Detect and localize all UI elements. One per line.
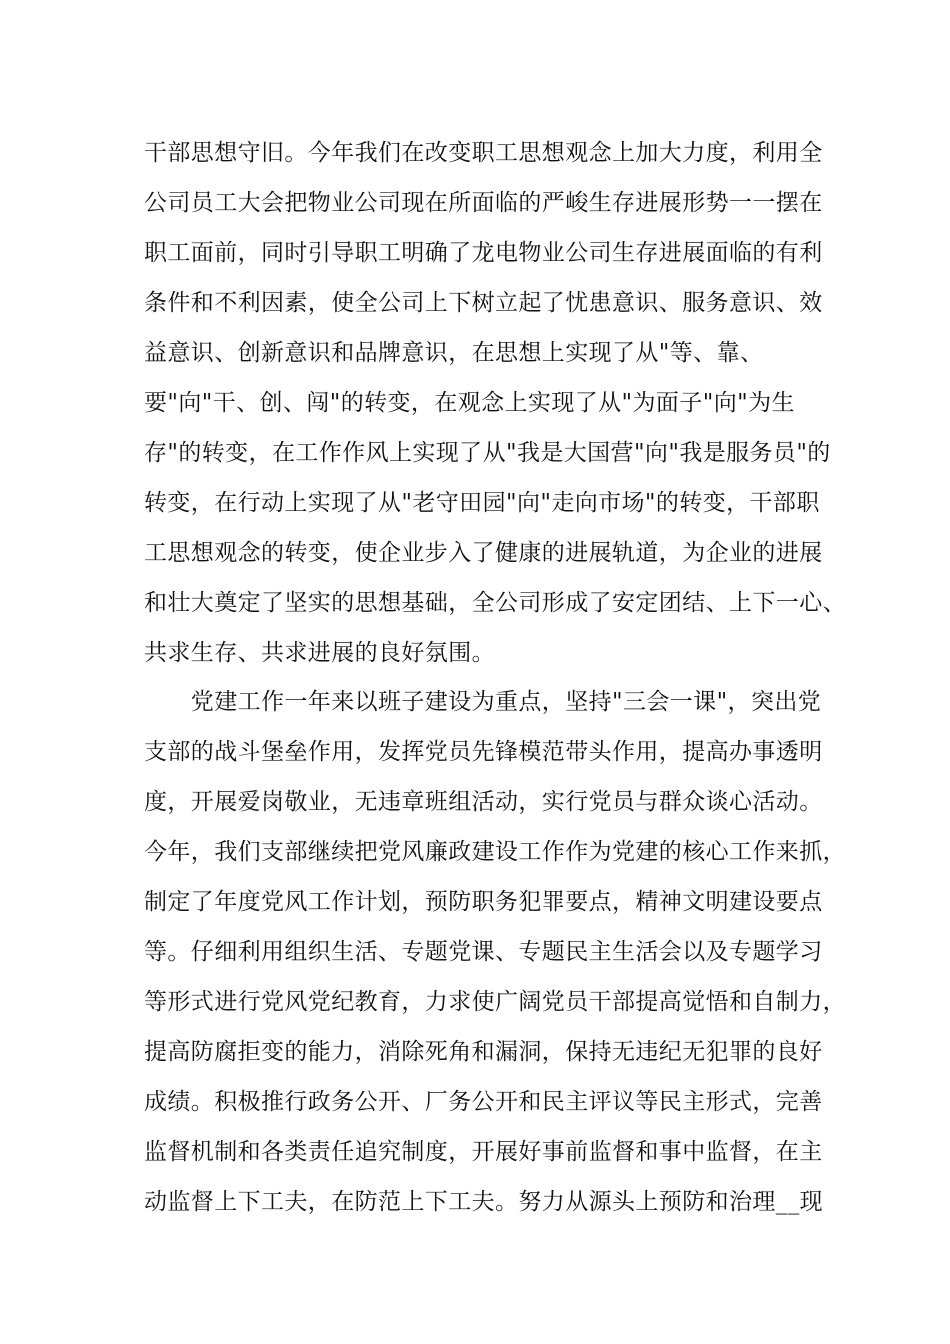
text-line: 党建工作一年来以班子建设为重点，坚持"三会一课"，突出党 (144, 689, 822, 715)
text-line: 成绩。积极推行政务公开、厂务公开和民主评议等民主形式，完善 (144, 1089, 823, 1115)
text-line: 等形式进行党风党纪教育，力求使广阔党员干部提高觉悟和自制力， (144, 989, 846, 1015)
text-line: 和壮大奠定了坚实的思想基础，全公司形成了安定团结、上下一心、 (144, 590, 846, 616)
text-line: 动监督上下工夫，在防范上下工夫。努力从源头上预防和治理__现 (144, 1189, 823, 1215)
text-line: 益意识、创新意识和品牌意识，在思想上实现了从"等、靠、 (144, 340, 764, 366)
text-line: 制定了年度党风工作计划，预防职务犯罪要点，精神文明建设要点 (144, 889, 823, 915)
text-line: 支部的战斗堡垒作用，发挥党员先锋模范带头作用，提高办事透明 (144, 739, 823, 765)
text-line: 转变，在行动上实现了从"老守田园"向"走向市场"的转变，干部职 (144, 490, 820, 516)
paragraph-1 (144, 128, 846, 678)
text-line: 存"的转变，在工作作风上实现了从"我是大国营"向"我是服务员"的 (144, 440, 831, 466)
text-line: 提高防腐拒变的能力，消除死角和漏洞，保持无违纪无犯罪的良好 (144, 1039, 823, 1065)
text-line: 条件和不利因素，使全公司上下树立起了忧患意识、服务意识、效 (144, 290, 823, 316)
text-line: 共求生存、共求进展的良好氛围。 (144, 640, 495, 666)
paragraph-2 (144, 677, 846, 1227)
text-line: 职工面前，同时引导职工明确了龙电物业公司生存进展面临的有利 (144, 240, 823, 266)
text-line: 等。仔细利用组织生活、专题党课、专题民主生活会以及专题学习 (144, 939, 823, 965)
text-line: 要"向"干、创、闯"的转变，在观念上实现了从"为面子"向"为生 (144, 390, 795, 416)
text-line: 公司员工大会把物业公司现在所面临的严峻生存进展形势一一摆在 (144, 190, 823, 216)
text-line: 干部思想守旧。今年我们在改变职工思想观念上加大力度，利用全 (144, 140, 823, 166)
text-line: 监督机制和各类责任追究制度，开展好事前监督和事中监督，在主 (144, 1139, 823, 1165)
text-line: 工思想观念的转变，使企业步入了健康的进展轨道，为企业的进展 (144, 540, 823, 566)
text-line: 度，开展爱岗敬业，无违章班组活动，实行党员与群众谈心活动。 (144, 789, 823, 815)
text-line: 今年，我们支部继续把党风廉政建设工作作为党建的核心工作来抓， (144, 839, 846, 865)
